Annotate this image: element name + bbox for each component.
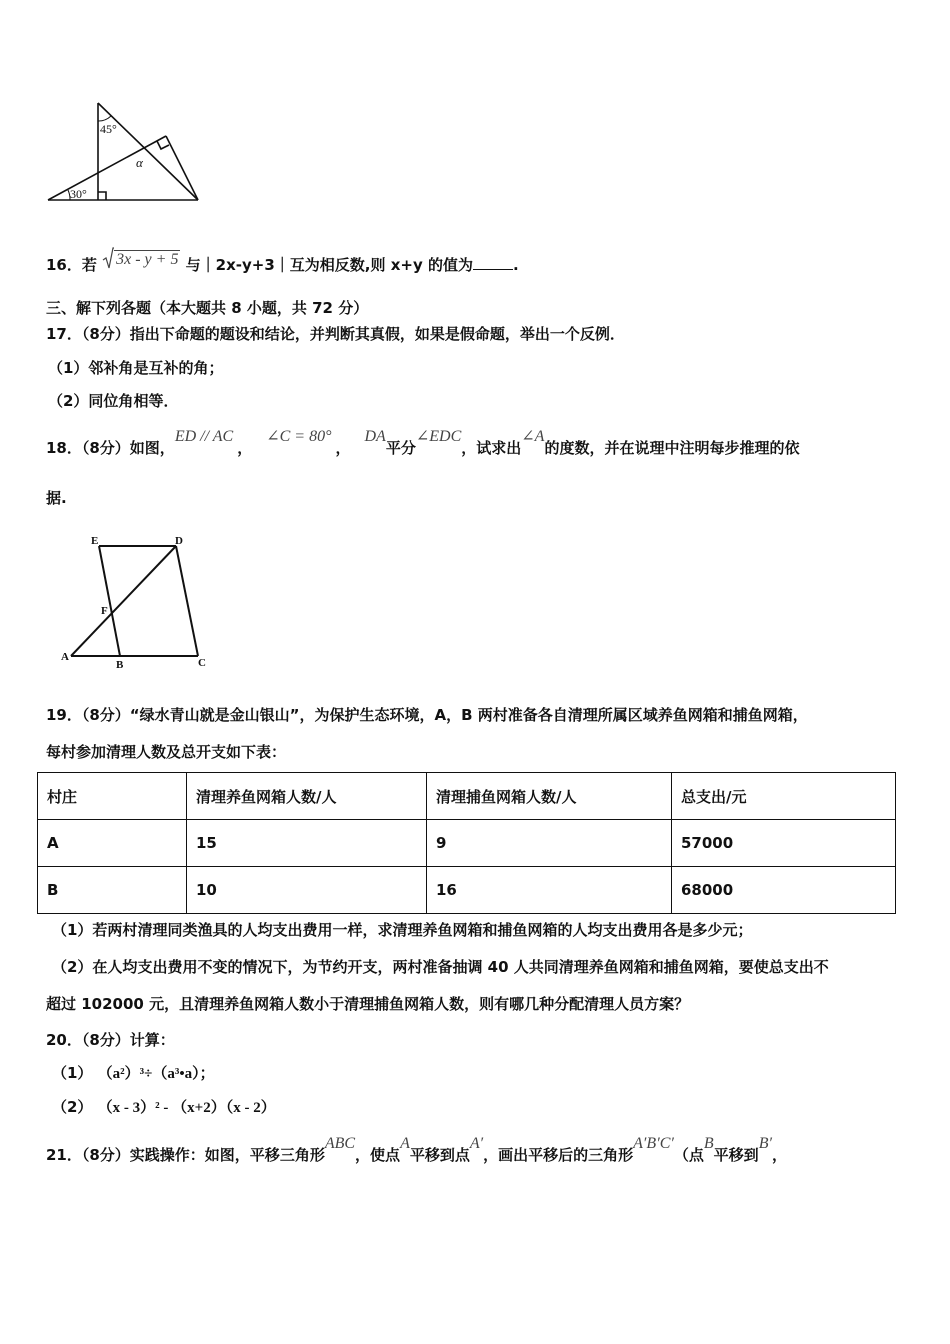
- question-16: [46, 247, 519, 275]
- question-18: [46, 428, 800, 458]
- segment-eb: [99, 546, 120, 656]
- figure1-right-angle-mark: [98, 192, 106, 200]
- table-cell: 9: [427, 820, 672, 867]
- question-20-stem: 20．（8分）计算：: [46, 1031, 175, 1049]
- q18-prefix: 18．（8分）如图，: [46, 439, 175, 457]
- q21-math-b-prime: B′: [758, 1135, 772, 1152]
- question-19-part-1: （1）若两村清理同类渔具的人均支出费用一样，求清理养鱼网箱和捕鱼网箱的人均支出费用各是多少元；: [52, 921, 753, 939]
- q21-text-1: ，使点: [355, 1146, 401, 1164]
- q21-math-a: A: [400, 1135, 410, 1152]
- question-19-line-1: 19．（8分）“绿水青山就是金山银山”，为保护生态环境，A，B 两村准备各自清理所属区域养鱼网箱和捕鱼网箱，: [46, 706, 808, 724]
- figure2-label-f: F: [101, 605, 108, 617]
- figure2-label-e: E: [91, 535, 99, 547]
- figure1-slope-line: [166, 136, 198, 200]
- figure2-label-d: D: [175, 535, 183, 547]
- table-cell: 57000: [672, 820, 896, 867]
- q18-sep-2: ，: [335, 439, 351, 457]
- q16-rest: 与｜2x-y+3｜互为相反数,则 x+y 的值为: [185, 256, 473, 274]
- figure1-right-angle-mark-2: [157, 141, 169, 149]
- table-cell: 15: [187, 820, 427, 867]
- table-header-cell: 总支出/元: [672, 773, 896, 820]
- q21-prefix: 21．（8分）实践操作：如图，平移三角形: [46, 1146, 325, 1164]
- section-3-heading: 三、解下列各题（本大题共 8 小题，共 72 分）: [46, 299, 369, 317]
- table-header-cell: 清理捕鱼网箱人数/人: [427, 773, 672, 820]
- q18-text-find: ，试求出: [461, 439, 522, 457]
- q18-math-angle-edc: ∠EDC: [415, 428, 462, 445]
- figure1-label-30: 30°: [70, 187, 87, 201]
- segment-ad: [71, 546, 176, 656]
- figure1-arc-45: [98, 116, 111, 121]
- figure2-label-c: C: [198, 657, 206, 669]
- figure2-label-b: B: [116, 659, 124, 670]
- q16-prefix: 16．若: [46, 256, 97, 274]
- q20-part2-label: （2）: [52, 1098, 93, 1116]
- figure1-diagonal-line: [98, 103, 198, 200]
- q21-math-triangle-prime: A′B′C′: [633, 1135, 674, 1152]
- q21-math-a-prime: A′: [469, 1135, 484, 1152]
- table-header-row: [38, 773, 896, 820]
- question-20-part-2: [52, 1096, 276, 1117]
- expense-table: [37, 772, 896, 914]
- question-17-stem: 17．（8分）指出下命题的题设和结论，并判断其真假，如果是假命题，举出一个反例．: [46, 325, 625, 343]
- table-row: [38, 867, 896, 914]
- q21-text-5: 平移到: [713, 1146, 759, 1164]
- segment-dc: [176, 546, 198, 656]
- q18-text-rest: 的度数，并在说理中注明每步推理的依: [544, 439, 800, 457]
- table-cell: 10: [187, 867, 427, 914]
- sqrt-sign-icon: [102, 247, 114, 269]
- q18-math-da: DA: [364, 428, 386, 445]
- question-20-part-1: [52, 1062, 215, 1083]
- triangle-angle-figure: [40, 95, 210, 210]
- q16-sqrt: [102, 247, 180, 269]
- table-cell: 16: [427, 867, 672, 914]
- q21-math-abc: ABC: [324, 1135, 356, 1152]
- table-cell: B: [38, 867, 187, 914]
- table-row: [38, 820, 896, 867]
- q16-answer-blank[interactable]: [473, 255, 513, 270]
- q18-math-angle-c: ∠C = 80°: [266, 428, 332, 445]
- q21-text-4: （点: [673, 1146, 704, 1164]
- table-cell: A: [38, 820, 187, 867]
- q21-text-3: ，画出平移后的三角形: [483, 1146, 634, 1164]
- q18-text-bisect: 平分: [385, 439, 416, 457]
- q21-text-6: ，: [771, 1146, 787, 1164]
- q21-math-b: B: [703, 1135, 714, 1152]
- q20-part1-label: （1）: [52, 1064, 93, 1082]
- question-19-part-2-line-1: （2）在人均支出费用不变的情况下，为节约开支，两村准备抽调 40 人共同清理养鱼网箱和捕鱼网箱，要使总支出不: [52, 958, 829, 976]
- q21-text-2: 平移到点: [409, 1146, 470, 1164]
- question-17-part-2: （2）同位角相等．: [48, 392, 179, 410]
- table-header-cell: 清理养鱼网箱人数/人: [187, 773, 427, 820]
- question-18-continued: 据.: [46, 489, 67, 507]
- table-header-cell: 村庄: [38, 773, 187, 820]
- q18-math-angle-a: ∠A: [521, 428, 545, 445]
- figure2-label-a: A: [61, 651, 69, 663]
- question-21: [46, 1135, 787, 1165]
- q20-part1-expr: （a²）³÷（a³•a）；: [97, 1066, 215, 1082]
- q16-radicand: 3x - y + 5: [116, 251, 179, 268]
- figure1-label-45: 45°: [100, 122, 117, 136]
- figure1-hypotenuse-line: [48, 136, 166, 200]
- question-19-line-2: 每村参加清理人数及总开支如下表：: [46, 743, 287, 761]
- table-cell: 68000: [672, 867, 896, 914]
- q16-suffix: .: [512, 256, 519, 274]
- q20-part2-expr: （x - 3）² - （x+2）（x - 2）: [97, 1100, 276, 1116]
- q18-math-parallel: ED // AC: [174, 428, 234, 445]
- q18-sep-1: ，: [237, 439, 253, 457]
- question-17-part-1: （1）邻补角是互补的角；: [48, 359, 224, 377]
- figure1-label-alpha: α: [136, 155, 143, 170]
- question-19-part-2-line-2: 超过 102000 元，且清理养鱼网箱人数小于清理捕鱼网箱人数，则有哪几种分配清理人员方案？: [46, 995, 690, 1013]
- trapezoid-figure: [55, 530, 220, 670]
